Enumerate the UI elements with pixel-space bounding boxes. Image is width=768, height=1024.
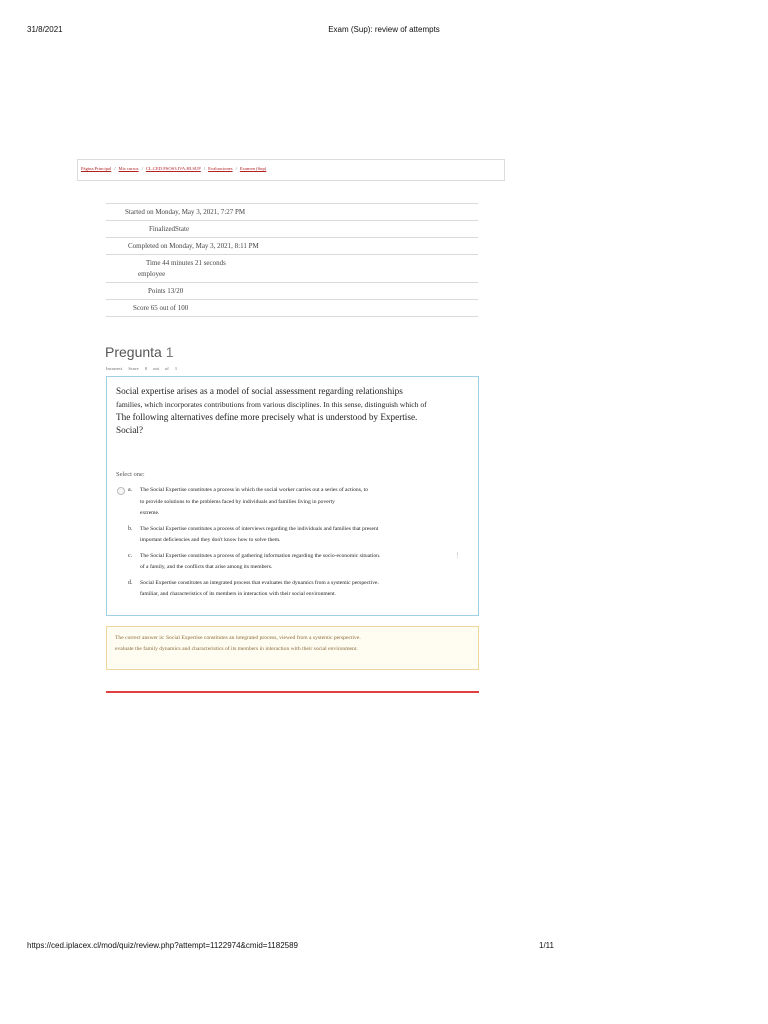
question-text-line-1: Social expertise arises as a model of social assessment regarding relationships [116,386,403,396]
started-value: Started on Monday, May 3, 2021, 7:27 PM [125,208,246,216]
option-letter: a. [128,487,133,493]
option-text-line: The Social Expertise constitutes a process of interviews regarding the individuals and families that present [140,525,379,532]
score-value: Score 65 out of 100 [133,304,189,312]
option-text-line: to provide solutions to the problems faced by individuals and families living in poverty [140,498,335,505]
breadcrumb-separator: / [235,166,237,171]
breadcrumb-separator: / [114,166,116,171]
breadcrumb-home-link[interactable]: Página Principal [81,166,112,171]
option-c[interactable] [116,551,456,574]
breadcrumb-course-link[interactable]: CL.CED.PSOS3.IVA.HI.SUP [145,166,201,171]
option-text-line: extreme. [140,510,160,516]
question-divider [106,691,479,693]
question-title-word: Pregunta [105,344,162,360]
option-text-line: Social Expertise constitutes an integrated process that evaluates the dynamics from a systemic perspective. [140,579,379,586]
feedback-line-1: The correct answer is: Social Expertise constitutes an integrated process, viewed from a systemic perspective. [115,635,361,641]
question-number: 1 [165,344,174,360]
question-text-line-3: The following alternatives define more precisely what is understood by Expertise. [116,412,418,422]
breadcrumb-evaluations-link[interactable]: Evaluaciones [208,166,233,171]
breadcrumb-separator: / [141,166,143,171]
summary-row-time [106,254,478,282]
print-header [0,25,768,39]
breadcrumb-separator: / [203,166,206,171]
page-url: https://ced.iplacex.cl/mod/quiz/review.php?attempt=1122974&cmid=1182589 [27,941,298,950]
breadcrumb [77,159,505,181]
breadcrumb-my-courses-link[interactable]: Mis cursos [118,166,139,171]
summary-row-score [106,299,478,317]
option-text-line: The Social Expertise constitutes a process in which the social worker carries out a series of actions, to [140,487,369,493]
time-label-continued: employee [138,270,166,278]
print-date: 31/8/2021 [27,25,63,34]
page-number: 1/11 [539,941,554,950]
question-text-line-4: Social? [116,425,144,435]
summary-row-started [106,203,478,220]
question-status: Incorrect Score 0 out of 1 [106,366,178,371]
points-value: Points 13/20 [148,287,184,295]
correct-answer-feedback [106,626,479,670]
feedback-line-2: evaluate the family dynamics and characteristics of its members in interaction with their social environment. [115,646,358,652]
option-a[interactable] [116,485,456,520]
summary-row-points [106,282,478,299]
question-title [105,344,174,360]
option-letter: d. [128,579,133,586]
breadcrumb-exam-link[interactable]: Examen (Sup) [239,166,267,171]
summary-row-completed [106,237,478,254]
option-text-line: of a family, and the conflicts that arise among its members. [140,564,273,570]
option-text-line: important deficiencies and they don't know how to solve them. [140,537,281,543]
option-text-line: familiar, and characteristics of its members in interaction with their social environment. [140,591,336,597]
feedback-mark-icon: ! [456,551,459,560]
option-a-radio[interactable] [117,487,125,495]
print-title: Exam (Sup): review of attempts [328,25,440,34]
option-letter: c. [128,552,133,559]
attempt-summary-table [106,203,478,317]
select-one-label: Select one: [116,471,145,478]
question-text-line-2: families, which incorporates contributions from various disciplines. In this sense, distinguish which of [116,400,427,409]
option-d[interactable] [116,578,456,601]
question-text [116,385,471,437]
option-letter: b. [128,525,133,532]
completed-value: Completed on Monday, May 3, 2021, 8:11 PM [128,242,259,250]
option-b[interactable] [116,524,456,547]
question-box [106,376,479,616]
answer-options [116,485,456,605]
time-value: Time 44 minutes 21 seconds [146,259,226,267]
summary-row-state [106,220,478,237]
option-text-line: The Social Expertise constitutes a process of gathering information regarding the socio-economic situation. [140,552,381,559]
state-value: FinalizedState [149,225,190,233]
